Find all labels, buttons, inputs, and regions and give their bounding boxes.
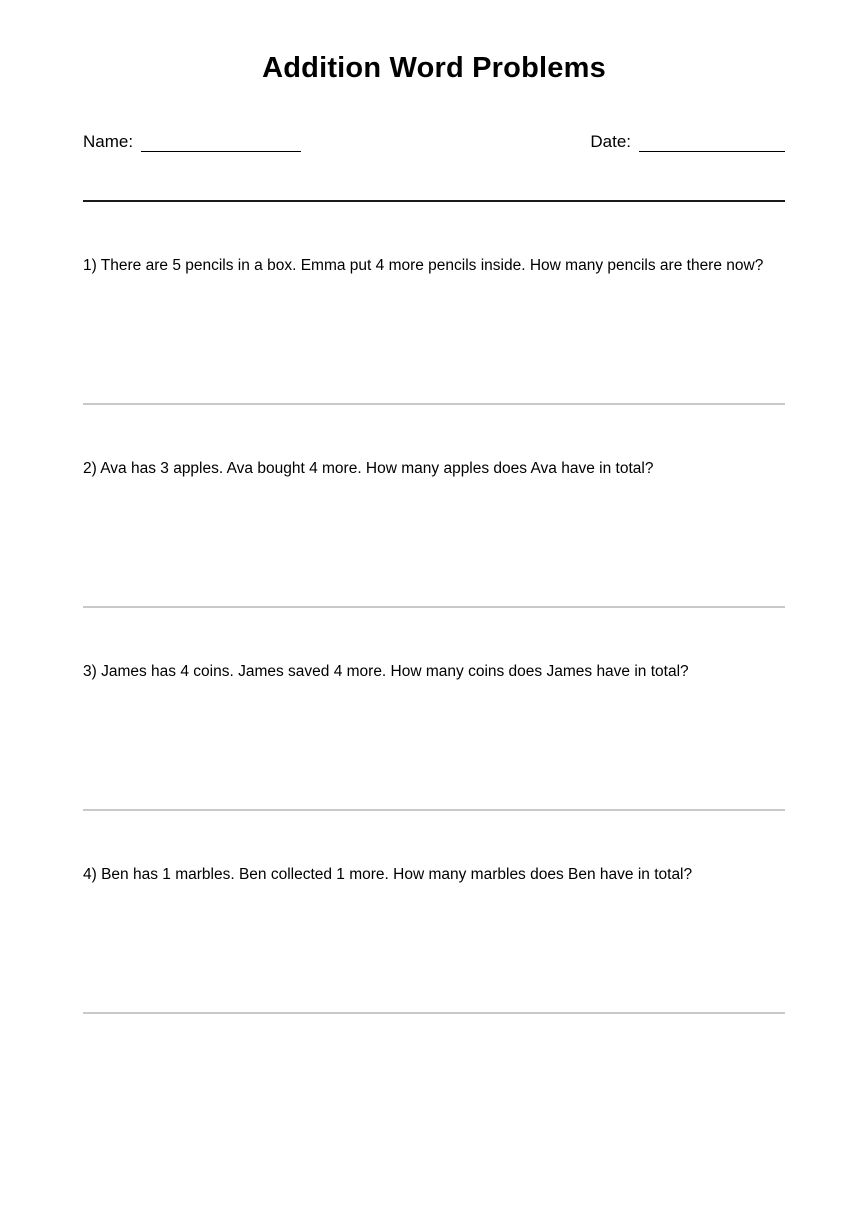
name-field-group bbox=[83, 132, 301, 152]
problem-1-text: 1) There are 5 pencils in a box. Emma put 4 more pencils inside. How many pencils are there now? bbox=[83, 257, 764, 274]
date-field-group bbox=[590, 132, 785, 152]
problem-1 bbox=[83, 202, 785, 405]
problem-3-text: 3) James has 4 coins. James saved 4 more. How many coins does James have in total? bbox=[83, 663, 689, 680]
problem-4 bbox=[83, 811, 785, 1014]
problem-2 bbox=[83, 405, 785, 608]
page-title: Addition Word Problems bbox=[262, 52, 606, 84]
date-label: Date: bbox=[590, 132, 631, 151]
problem-2-text: 2) Ava has 3 apples. Ava bought 4 more. How many apples does Ava have in total? bbox=[83, 460, 654, 477]
name-date-row bbox=[83, 132, 785, 152]
date-fill-line bbox=[639, 132, 785, 152]
problem-4-text: 4) Ben has 1 marbles. Ben collected 1 more. How many marbles does Ben have in total? bbox=[83, 866, 693, 883]
name-label: Name: bbox=[83, 132, 134, 151]
problem-3 bbox=[83, 608, 785, 811]
name-fill-line bbox=[141, 132, 301, 152]
